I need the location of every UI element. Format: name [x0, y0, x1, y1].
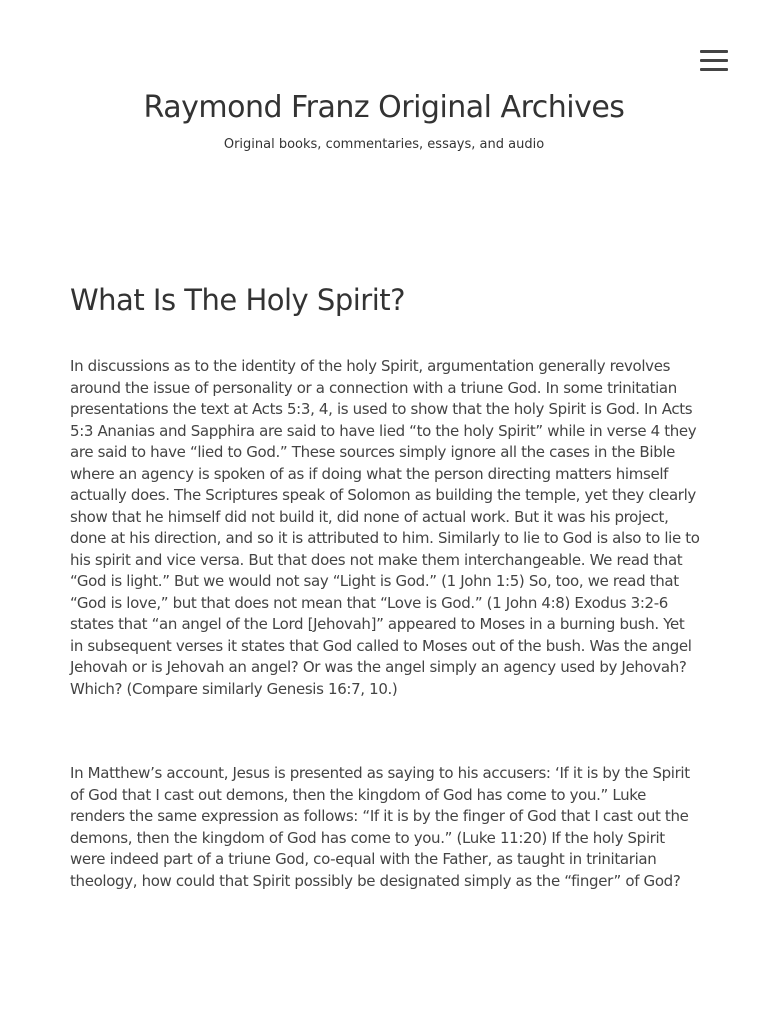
- site-title-link[interactable]: Raymond Franz Original Archives: [143, 90, 625, 125]
- site-tagline: Original books, commentaries, essays, and audio: [223, 137, 545, 152]
- main-content: [70, 280, 700, 892]
- menu-button[interactable]: [696, 46, 732, 76]
- article-paragraph: In Matthew’s account, Jesus is presented as saying to his accusers: ‘If it is by the Spirit of God that I cast out demons, then the kingdom of God has come to you.” Luke renders the same expression as follows: “If it is by the finger of God that I cast out the demons, then the kingdom of God has come to you.” (Luke 11:20) If the holy Spirit were indeed part of a triune God, co-equal with the Father, as taught in trinitarian theology, how could that Spirit possibly be designated simply as the “finger” of God?: [70, 764, 690, 890]
- article-title: What Is The Holy Spirit?: [70, 283, 406, 317]
- article: [70, 280, 700, 892]
- article-body: [70, 356, 700, 892]
- site-header: [0, 88, 768, 154]
- article-paragraph: In discussions as to the identity of the holy Spirit, argumentation generally revolves around the issue of personality or a connection with a triune God. In some trinitatian presentations the text at Acts 5:3, 4, is used to show that the holy Spirit is God. In Acts 5:3 Ananias and Sapphira are said to have lied “to the holy Spirit” while in verse 4 they are said to have “lied to God.” These sources simply ignore all the cases in the Bible where an agency is spoken of as if doing what the person directing matters himself actually does. The Scriptures speak of Solomon as building the temple, yet they clearly show that he himself did not build it, did none of actual work. But it was his project, done at his direction, and so it is attributed to him. Similarly to lie to God is also to lie to his spirit and vice versa. But that does not make them interchangeable. We read that “God is light.” But we would not say “Light is God.” (1 John 1:5) So, too, we read that “God is love,” but that does not mean that “Love is God.” (1 John 4:8) Exodus 3:2-6 states that “an angel of the Lord [Jehovah]” appeared to Moses in a burning bush. Yet in subsequent verses it states that God called to Moses out of the bush. Was the angel Jehovah or is Jehovah an angel? Or was the angel simply an agency used by Jehovah? Which? (Compare similarly Genesis 16:7, 10.): [70, 357, 700, 698]
